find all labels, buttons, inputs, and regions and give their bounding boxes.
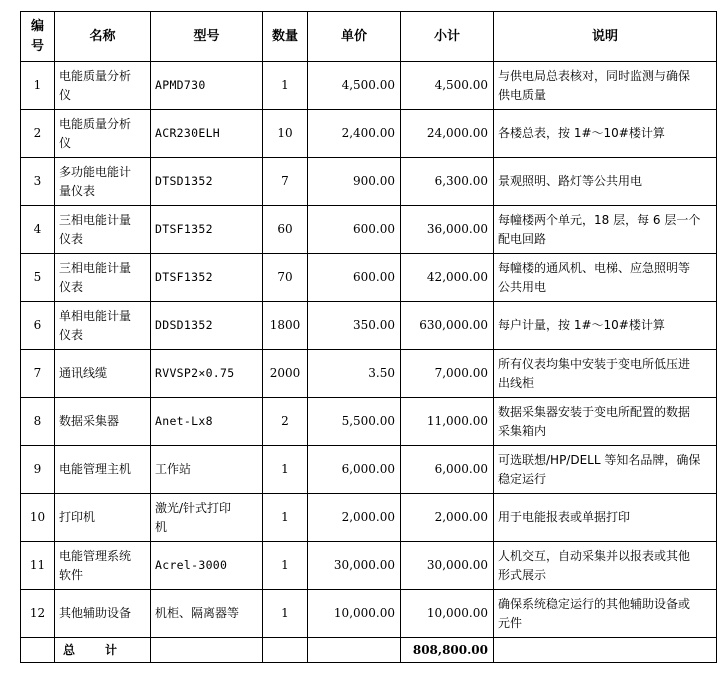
table-row [21,110,717,158]
row-subtotal-text: 24,000.00 [426,126,488,140]
row-desc-text: 配电回路 [498,231,547,246]
row-desc [494,206,717,254]
total-amount: 808,800.00 [401,638,494,663]
total-label-part1: 总 [63,642,76,657]
row-name [55,110,151,158]
row-no [21,590,55,638]
row-subtotal [401,446,494,494]
header-subtotal: 小计 [401,12,494,62]
total-model-cell [151,638,263,663]
row-desc-text: 数据采集器安装于变电所配置的数据 [498,404,691,419]
row-model-text: 机 [155,519,168,534]
total-desc-cell [494,638,717,663]
row-price [308,158,401,206]
row-model [151,398,263,446]
row-model [151,590,263,638]
row-model-text: RVVSP2×0.75 [155,366,235,380]
row-subtotal [401,398,494,446]
row-name-text: 仪 [59,135,72,150]
row-model [151,446,263,494]
row-price-text: 4,500.00 [341,78,395,92]
header-no-line1: 编 [30,18,44,34]
row-name-text: 数据采集器 [59,414,120,428]
table-row [21,590,717,638]
row-model-text: Acrel-3000 [155,558,228,572]
row-desc-text: 景观照明、路灯等公共用电 [498,174,643,188]
row-desc [494,62,717,110]
row-qty-text: 7 [281,174,289,188]
row-no [21,158,55,206]
row-name [55,302,151,350]
row-desc-text: 每户计量，按 1#～10#楼计算 [498,318,665,332]
row-model-text: 机柜、隔离器等 [155,606,240,620]
row-model-text: DTSD1352 [155,174,213,188]
header-price: 单价 [308,12,401,62]
row-model-text: ACR230ELH [155,126,221,140]
header-desc: 说明 [494,12,717,62]
total-label [55,638,151,663]
row-qty [263,494,308,542]
row-price [308,542,401,590]
row-price [308,350,401,398]
row-no [21,254,55,302]
total-qty-cell [263,638,308,663]
row-desc [494,446,717,494]
row-name [55,494,151,542]
row-no [21,302,55,350]
row-price [308,254,401,302]
row-qty [263,590,308,638]
row-desc [494,254,717,302]
row-no [21,398,55,446]
header-no [21,12,55,62]
row-desc [494,398,717,446]
row-name-text: 通讯线缆 [59,366,108,380]
row-desc-text: 供电质量 [498,87,547,102]
row-name-text: 电能管理主机 [59,462,132,476]
row-qty-text: 60 [277,222,293,236]
row-no [21,446,55,494]
table-row [21,398,717,446]
row-price [308,206,401,254]
row-model [151,542,263,590]
total-row [21,638,717,663]
header-name: 名称 [55,12,151,62]
total-no-cell [21,638,55,663]
row-name [55,398,151,446]
row-desc-text: 出线柜 [498,375,535,390]
row-model [151,494,263,542]
row-desc [494,590,717,638]
row-subtotal [401,206,494,254]
row-subtotal-text: 4,500.00 [434,78,488,92]
row-subtotal [401,542,494,590]
row-no-text: 5 [33,270,42,284]
row-no-text: 6 [33,318,42,332]
row-subtotal-text: 7,000.00 [434,366,488,380]
row-name-text: 量仪表 [59,183,96,198]
row-price-text: 900.00 [353,174,395,188]
row-desc [494,158,717,206]
row-desc-text: 稳定运行 [498,471,547,486]
table-row [21,350,717,398]
row-no-text: 9 [33,462,42,476]
row-model-text: DTSF1352 [155,222,213,236]
row-price-text: 2,400.00 [341,126,395,140]
row-price [308,302,401,350]
row-desc-text: 公共用电 [498,279,547,294]
row-name-text: 单相电能计量 [59,308,132,323]
row-qty [263,110,308,158]
row-desc-text: 确保系统稳定运行的其他辅助设备或 [498,596,691,611]
row-model-text: Anet-Lx8 [155,414,213,428]
row-qty [263,398,308,446]
row-subtotal [401,62,494,110]
row-no [21,62,55,110]
row-qty [263,158,308,206]
row-price-text: 30,000.00 [333,558,395,572]
row-price-text: 10,000.00 [333,606,395,620]
row-name [55,542,151,590]
row-desc-text: 各楼总表，按 1#～10#楼计算 [498,126,665,140]
row-price [308,494,401,542]
row-no-text: 11 [29,558,46,572]
row-subtotal [401,302,494,350]
row-model [151,158,263,206]
row-subtotal-text: 6,000.00 [434,462,488,476]
row-qty-text: 70 [277,270,293,284]
row-qty-text: 10 [277,126,293,140]
row-no [21,494,55,542]
table-row [21,254,717,302]
header-model: 型号 [151,12,263,62]
row-subtotal-text: 30,000.00 [426,558,488,572]
table-row [21,542,717,590]
row-model-text: DTSF1352 [155,270,213,284]
row-qty-text: 1 [281,510,289,524]
row-model-text: 激光/针式打印 [155,500,232,515]
row-qty [263,302,308,350]
row-subtotal [401,254,494,302]
row-no-text: 2 [33,126,42,140]
table-row [21,494,717,542]
row-desc [494,542,717,590]
row-name [55,590,151,638]
row-name-text: 其他辅助设备 [59,606,132,620]
row-no-text: 1 [33,78,42,92]
row-qty-text: 1 [281,78,289,92]
row-name-text: 软件 [59,567,84,582]
row-model-text: 工作站 [155,462,192,476]
row-qty-text: 2000 [269,366,301,380]
row-name-text: 电能质量分析 [59,68,132,83]
row-price-text: 2,000.00 [341,510,395,524]
row-qty [263,542,308,590]
row-no-text: 3 [33,174,42,188]
row-subtotal-text: 11,000.00 [426,414,488,428]
row-no [21,542,55,590]
row-price-text: 6,000.00 [341,462,395,476]
row-price [308,398,401,446]
row-model [151,110,263,158]
total-price-cell [308,638,401,663]
row-desc-text: 可选联想/HP/DELL 等知名品牌，确保 [498,452,701,467]
row-qty-text: 1 [281,462,289,476]
row-no-text: 8 [33,414,42,428]
row-model-text: DDSD1352 [155,318,213,332]
row-model-text: APMD730 [155,78,206,92]
row-name-text: 三相电能计量 [59,260,132,275]
row-desc-text: 用于电能报表或单据打印 [498,510,631,524]
row-no-text: 7 [33,366,42,380]
row-qty [263,254,308,302]
row-name [55,254,151,302]
row-qty-text: 2 [281,414,289,428]
row-qty-text: 1800 [269,318,301,332]
row-name-text: 三相电能计量 [59,212,132,227]
row-subtotal-text: 42,000.00 [426,270,488,284]
row-name [55,206,151,254]
row-qty [263,446,308,494]
row-no [21,110,55,158]
row-subtotal-text: 10,000.00 [426,606,488,620]
row-qty [263,350,308,398]
row-desc [494,494,717,542]
row-qty-text: 1 [281,606,289,620]
row-name [55,350,151,398]
total-label-part2: 计 [105,642,118,657]
row-subtotal [401,350,494,398]
row-price [308,110,401,158]
row-model [151,206,263,254]
header-qty: 数量 [263,12,308,62]
row-model [151,62,263,110]
row-name-text: 打印机 [59,510,96,524]
row-subtotal [401,110,494,158]
row-name-text: 仪表 [59,327,84,342]
row-no-text: 4 [33,222,42,236]
row-subtotal-text: 6,300.00 [434,174,488,188]
row-qty [263,62,308,110]
row-desc-text: 每幢楼的通风机、电梯、应急照明等 [498,260,691,275]
row-price [308,446,401,494]
row-price-text: 5,500.00 [341,414,395,428]
row-desc-text: 与供电局总表核对，同时监测与确保 [498,68,691,83]
row-model [151,254,263,302]
row-desc [494,110,717,158]
row-name [55,446,151,494]
row-subtotal-text: 2,000.00 [434,510,488,524]
row-desc-text: 元件 [498,615,523,630]
row-qty [263,206,308,254]
row-price-text: 600.00 [353,270,395,284]
table-row [21,158,717,206]
row-desc-text: 人机交互，自动采集并以报表或其他 [498,548,691,563]
row-name-text: 多功能电能计 [59,164,132,179]
row-price-text: 3.50 [368,366,395,380]
row-name [55,158,151,206]
equipment-cost-table [20,11,717,663]
table-row [21,206,717,254]
row-desc-text: 采集箱内 [498,423,547,438]
row-no [21,350,55,398]
header-no-line2: 号 [30,38,44,54]
table-row [21,302,717,350]
row-subtotal [401,494,494,542]
row-desc-text: 所有仪表均集中安装于变电所低压进 [498,356,691,371]
row-model [151,302,263,350]
row-desc-text: 形式展示 [498,567,547,582]
row-price [308,62,401,110]
row-subtotal [401,590,494,638]
row-no-text: 12 [29,606,46,620]
row-qty-text: 1 [281,558,289,572]
row-name-text: 电能管理系统 [59,548,132,563]
row-name-text: 仪 [59,87,72,102]
table-row [21,446,717,494]
row-price-text: 350.00 [353,318,395,332]
row-desc-text: 每幢楼两个单元，18 层，每 6 层一个 [498,212,701,227]
row-price-text: 600.00 [353,222,395,236]
row-desc [494,350,717,398]
row-subtotal [401,158,494,206]
row-name-text: 仪表 [59,279,84,294]
row-no-text: 10 [29,510,46,524]
table-row [21,62,717,110]
row-subtotal-text: 36,000.00 [426,222,488,236]
row-desc [494,302,717,350]
row-name-text: 电能质量分析 [59,116,132,131]
row-name-text: 仪表 [59,231,84,246]
header-row [21,12,717,62]
row-name [55,62,151,110]
row-no [21,206,55,254]
row-price [308,590,401,638]
row-subtotal-text: 630,000.00 [419,318,488,332]
row-model [151,350,263,398]
